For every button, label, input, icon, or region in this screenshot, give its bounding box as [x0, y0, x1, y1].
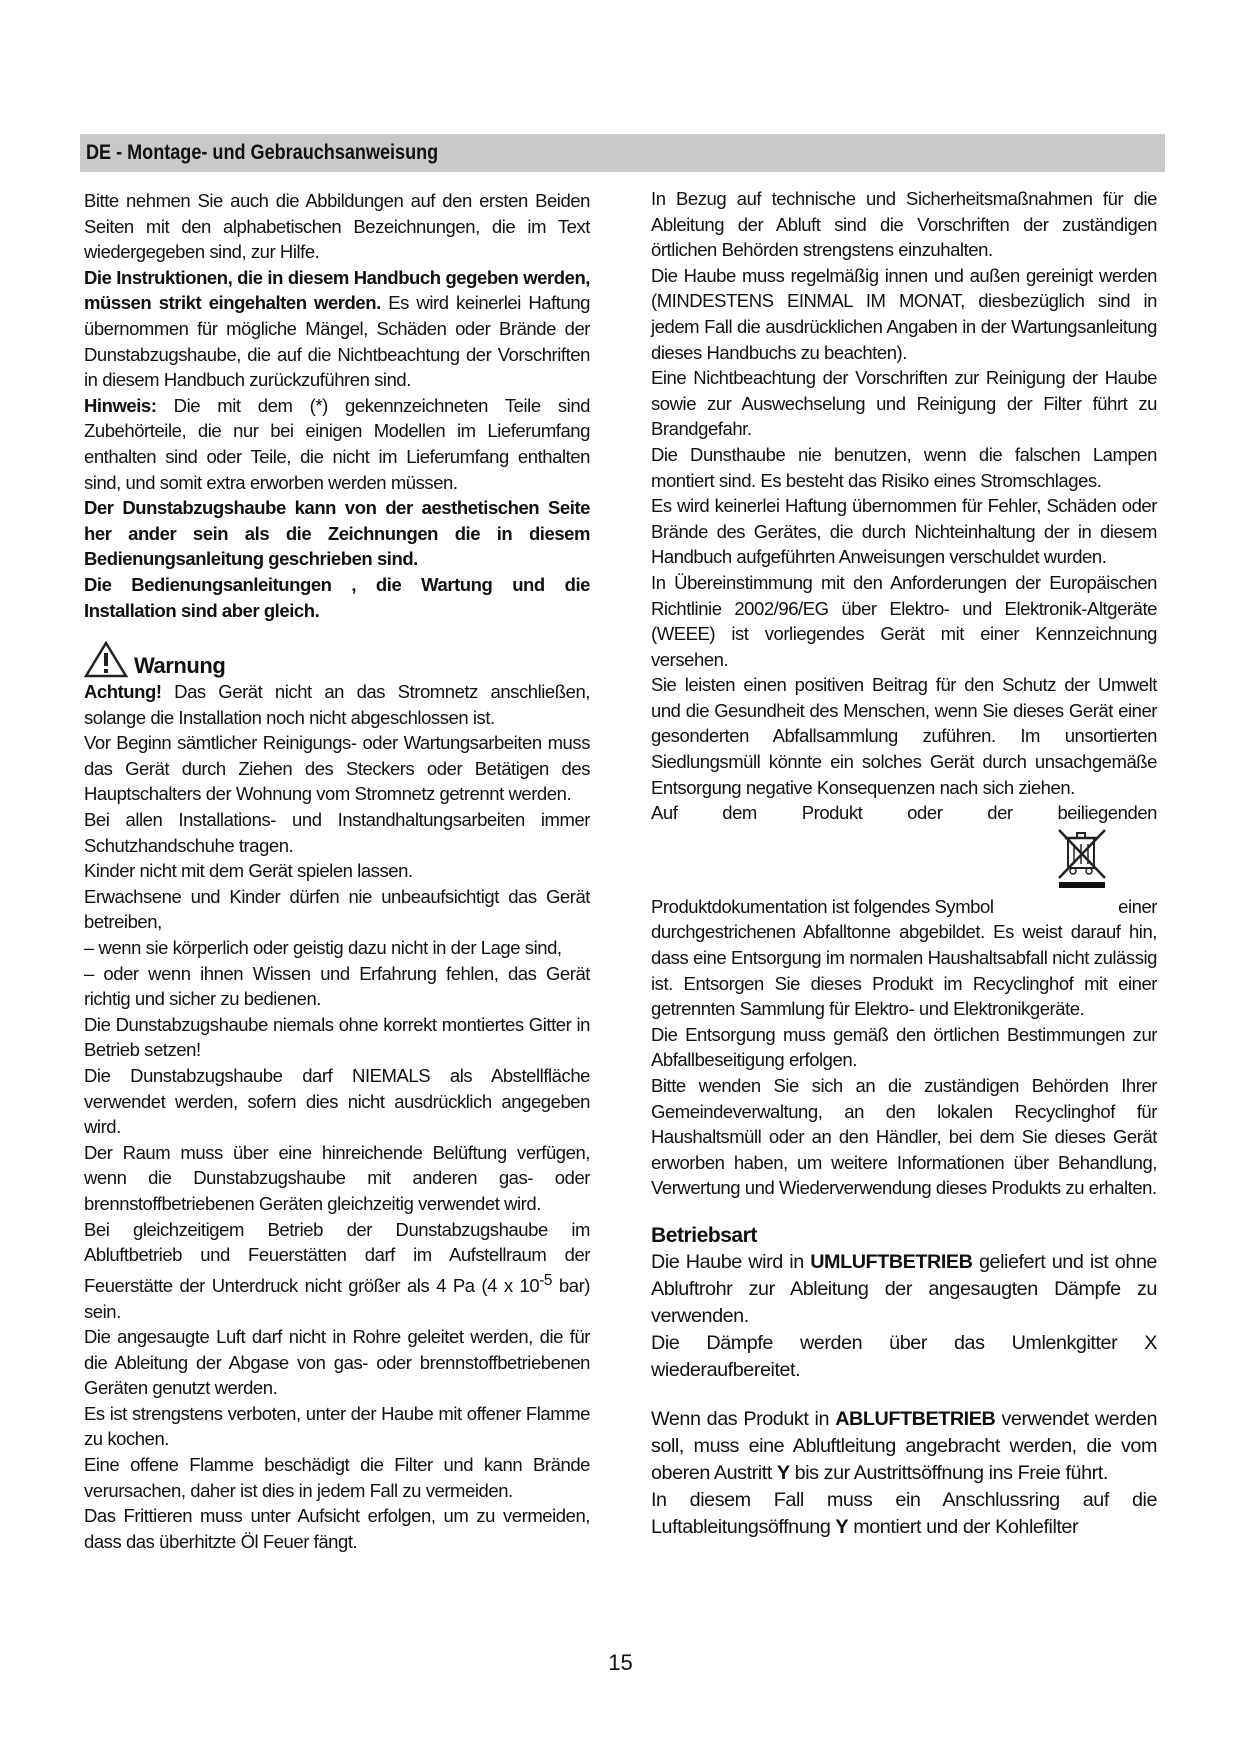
lamp-paragraph: Die Dunsthaube nie benutzen, wenn die falschen Lampen montiert sind. Es besteht das Risiko eines Stromschlages. [651, 443, 1157, 491]
warning-item: Die Dunstabzugshaube darf NIEMALS als Abstellfläche verwendet werden, sofern dies nicht ausdrücklich angegeben wird. [84, 1065, 590, 1138]
warning-item: – oder wenn ihnen Wissen und Erfahrung fehlen, das Gerät richtig und sicher zu bedienen. [84, 962, 590, 1010]
right-column [651, 186, 1157, 1541]
environment-paragraph: Sie leisten einen positiven Beitrag für den Schutz der Umwelt und die Gesundheit des Menschen, wenn Sie dieses Gerät einer gesonderten Abfallsammlung zuführen. Im unsortierten Siedlungsmüll könnte ein solches Gerät durch unsachgemäße Entsorgung negative Konsequenzen nach sich ziehen. [651, 674, 1157, 798]
cleaning-paragraph: Die Haube muss regelmäßig innen und außen gereinigt werden (MINDESTENS EINMAL IM MONAT, diesbezüglich sind in jedem Fall die ausdrücklichen Angaben in der Wartungsanleitung dieses Handbuchs zu beachten). [651, 264, 1157, 363]
warning-item-pressure: Bei gleichzeitigem Betrieb der Dunstabzugshaube im Abluftbetrieb und Feuerstätten darf im Aufstellraum der Feuerstätte der Unterdruck nicht größer als 4 Pa (4 x $10^{-5}$ bar) sein. [84, 1218, 590, 1322]
warning-title: Warnung [134, 653, 226, 679]
warning-item: Vor Beginn sämtlicher Reinigungs- oder Wartungsarbeiten muss das Gerät durch Ziehen des Steckers oder Betätigen des Hauptschalters der Wohnung vom Stromnetz getrennt werden. [84, 732, 590, 805]
instructions-paragraph: Die Instruktionen, die in diesem Handbuch gegeben werden, müssen strikt eingehalten werden. Es wird keinerlei Haftung übernommen für mögliche Mängel, Schäden oder Brände der Dunstabzugshaube, die auf die Nichtbeachtung der Vorschriften in diesem Handbuch zurückzuführen sind. [84, 266, 590, 391]
warning-item: Kinder nicht mit dem Gerät spielen lassen. [84, 860, 413, 882]
warning-item: – wenn sie körperlich oder geistig dazu nicht in der Lage sind, [84, 937, 562, 959]
recirculation-paragraph: Die Haube wird in UMLUFTBETRIEB geliefert und ist ohne Abluftrohr zur Ableitung der angesaugten Dämpfe zu verwenden. [651, 1250, 1157, 1327]
warning-item: Es ist strengstens verboten, unter der Haube mit offener Flamme zu kochen. [84, 1402, 590, 1450]
maintenance-note: Die Bedienungsanleitungen , die Wartung und die Installation sind aber gleich. [84, 573, 590, 621]
warning-item: Erwachsene und Kinder dürfen nie unbeaufsichtigt das Gerät betreiben, [84, 885, 590, 933]
warning-heading [84, 649, 590, 679]
warning-item: Eine offene Flamme beschädigt die Filter und kann Brände verursachen, daher ist dies in jedem Fall zu vermeiden. [84, 1454, 590, 1501]
intro-paragraph: Bitte nehmen Sie auch die Abbildungen auf den ersten Beiden Seiten mit den alphabetischen Bezeichnungen, die im Text wiedergegeben sind, zur Hilfe. [84, 190, 590, 263]
authority-paragraph: Bitte wenden Sie sich an die zuständigen Behörden Ihrer Gemeindeverwaltung, an den lokalen Recyclinghof für Haushaltsmüll oder an den Händler, bei dem Sie dieses Gerät erworben haben, um weitere Informationen über Behandlung, Verwertung und Wiederverwendung dieses Produkts zu erhalten. [651, 1075, 1157, 1199]
weee-paragraph: In Übereinstimmung mit den Anforderungen der Europäischen Richtlinie 2002/96/EG über Elektro- und Elektronik-Altgeräte (WEEE) ist vorliegendes Gerät mit einer Kennzeichnung versehen. [651, 571, 1157, 670]
regulations-paragraph: Die Entsorgung muss gemäß den örtlichen Bestimmungen zur Abfallbeseitigung erfolgen. [651, 1023, 1157, 1071]
warning-item: Die angesaugte Luft darf nicht in Rohre geleitet werden, die für die Ableitung der Abgase von gas- oder brennstoffbetriebenen Geräten genutzt werden. [84, 1326, 590, 1399]
section-title: DE - Montage- und Gebrauchsanweisung [86, 141, 439, 164]
warning-item: Bei allen Installations- und Instandhaltungsarbeiten immer Schutzhandschuhe tragen. [84, 809, 590, 856]
warning-item: Die Dunstabzugshaube niemals ohne korrekt montiertes Gitter in Betrieb setzen! [84, 1013, 590, 1061]
liability-paragraph: Es wird keinerlei Haftung übernommen für Fehler, Schäden oder Brände des Gerätes, die durch Nichteinhaltung der in diesem Handbuch aufgeführten Anweisungen verschuldet wurden. [651, 495, 1157, 568]
connection-ring-paragraph: In diesem Fall muss ein Anschlussring auf die Luftableitungsöffnung Y montiert und der Kohlefilter [651, 1488, 1157, 1538]
page-number: 15 [608, 1650, 633, 1675]
left-column [84, 188, 590, 1554]
safety-paragraph: In Bezug auf technische und Sicherheitsmaßnahmen für die Ableitung der Abluft sind die Vorschriften der zuständigen örtlichen Behörden strengstens einzuhalten. [651, 188, 1157, 261]
deflector-paragraph: Die Dämpfe werden über das Umlenkgitter X wiederaufbereitet. [651, 1331, 1157, 1381]
warning-item: Der Raum muss über eine hinreichende Belüftung verfügen, wenn die Dunstabzugshaube mit anderen gas- oder brennstoffbetriebenen Geräten gleichzeitig verwendet wird. [84, 1141, 590, 1214]
fire-risk-paragraph: Eine Nichtbeachtung der Vorschriften zur Reinigung der Haube sowie zur Auswechselung und Reinigung der Filter führt zu Brandgefahr. [651, 367, 1157, 440]
crossed-bin-icon [1055, 826, 1109, 888]
symbol-line-2: Produktdokumentation ist folgendes Symbol einer [651, 895, 1157, 917]
symbol-line-1: Auf dem Produkt oder der beiliegenden [651, 802, 1157, 824]
weee-symbol-row [651, 826, 1157, 894]
disposal-paragraph: durchgestrichenen Abfalltonne abgebildet. Es weist darauf hin, dass eine Entsorgung im normalen Haushaltsabfall nicht zulässig ist. Entsorgen Sie dieses Produkt im Recyclinghof mit einer getrennten Sammlung für Elektro- und Elektronikgeräte. [651, 921, 1157, 1020]
aesthetic-note: Der Dunstabzugshaube kann von der aesthetischen Seite her ander sein als die Zeichnungen die in diesem Bedienungsanleitung geschrieben sind. [84, 497, 590, 570]
warning-triangle-icon [84, 641, 128, 679]
note-paragraph: Hinweis: Die mit dem (*) gekennzeichneten Teile sind Zubehörteile, die nur bei einigen Modellen im Lieferumfang enthalten sind oder Teile, die nicht im Lieferumfang enthalten sind, und somit extra erworben werden müssen. [84, 394, 590, 493]
warning-attention: Achtung! Das Gerät nicht an das Stromnetz anschließen, solange die Installation noch nicht abgeschlossen ist. [84, 681, 590, 728]
warning-item: Das Frittieren muss unter Aufsicht erfolgen, um zu vermeiden, dass das überhitzte Öl Feuer fängt. [84, 1505, 590, 1552]
extraction-paragraph: Wenn das Produkt in ABLUFTBETRIEB verwendet werden soll, muss eine Abluftleitung angebracht werden, die vom oberen Austritt Y bis zur Austrittsöffnung ins Freie führt. [651, 1407, 1157, 1484]
operating-mode-title: Betriebsart [651, 1223, 757, 1247]
section-header [80, 134, 1165, 172]
